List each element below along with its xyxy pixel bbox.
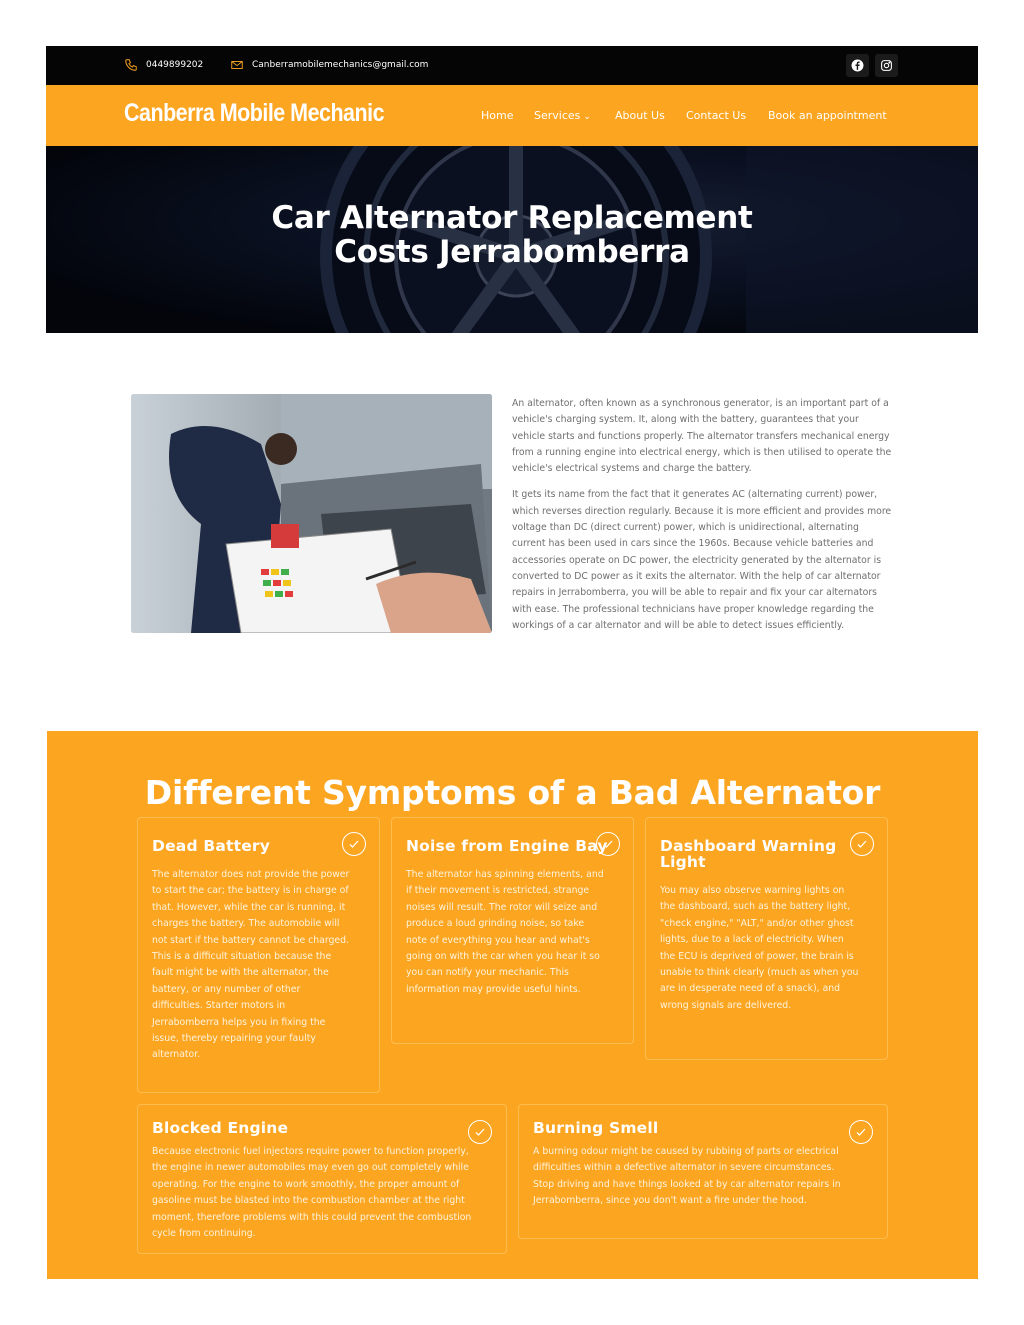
symptom-title: Dashboard Warning Light <box>660 837 837 871</box>
check-circle-icon <box>850 832 874 856</box>
symptom-text: The alternator does not provide the power to start the car; the battery is in charge of that. However, while the car is running, it charges the battery. The automobile will not start if the battery cannot be charged. This is a difficult situation because the fault might be with the alternator, the battery, or any number of other difficulties. Starter motors in Jerrabomberra helps you in fixing the issue, thereby repairing your faulty alternator. <box>152 869 350 1061</box>
page-title <box>46 201 978 269</box>
top-contact-bar <box>46 46 978 85</box>
mechanic-photo <box>131 394 492 633</box>
symptom-text: You may also observe warning lights on the dashboard, such as the battery light, "check engine," "ALT," and/or other ghost lights, due to a lack of electricity. When the ECU is deprived of power, the brain is unable to think clearly (much as when you are in desperate need of a snack), and wrong signals are delivered. <box>660 885 859 1011</box>
intro-paragraph-1: An alternator, often known as a synchronous generator, is an important part of a vehicle's charging system. It, along with the battery, guarantees that your vehicle starts and functions properly. The alternator transfers mechanical energy from a running engine into electrical energy, which is then utilised to operate the vehicle's electrical systems and charge the battery. <box>512 398 892 475</box>
site-logo[interactable]: Canberra Mobile Mechanic <box>124 99 385 127</box>
symptom-card-dashboard-warning <box>645 817 888 1060</box>
mechanic-illustration <box>131 394 492 633</box>
nav-book-appointment[interactable]: Book an appointment <box>768 109 887 122</box>
phone-icon <box>124 58 138 72</box>
instagram-button[interactable] <box>875 54 898 77</box>
intro-text <box>512 396 892 634</box>
facebook-icon <box>851 59 864 72</box>
page-title-line-2: Costs Jerrabomberra <box>334 234 690 270</box>
symptom-card-dead-battery <box>137 817 380 1093</box>
symptom-text: A burning odour might be caused by rubbing of parts or electrical difficulties within a defective alternator in severe circumstances. Stop driving and have things looked at by car alternator repairs in Jerrabomberra, since you don't want a fire under the hood. <box>533 1146 841 1207</box>
facebook-button[interactable] <box>846 54 869 77</box>
symptoms-title: Different Symptoms of a Bad Alternator <box>144 773 881 812</box>
nav-contact-us[interactable]: Contact Us <box>686 109 747 122</box>
intro-paragraph-2: It gets its name from the fact that it generates AC (alternating current) power, which reverses direction regularly. Because it is more efficient and provides more voltage than DC (direct current) power, which is unidirectional, alternating current has been used in cars since the 1960s. Because vehicle batteries and accessories operate on DC power, the electricity generated by the alternator is converted to DC power as it exits the alternator. With the help of car alternator repairs in Jerrabomberra, you will be able to repair and fix your car alternators with ease. The professional technicians have proper knowledge regarding the workings of a car alternator and will be able to detect issues efficiently. <box>512 489 892 631</box>
symptom-text: The alternator has spinning elements, and if their movement is restricted, strange noises will result. The rotor will seize and produce a loud grinding noise, so take note of everything you hear and what's going on with the car when you hear it so you can notify your mechanic. This information may provide useful hints. <box>406 869 604 995</box>
page-title-line-1: Car Alternator Replacement <box>271 200 753 236</box>
check-circle-icon <box>596 832 620 856</box>
hero-banner <box>46 146 978 333</box>
symptom-card-burning-smell <box>518 1104 888 1239</box>
chevron-down-icon: ⌄ <box>583 112 591 122</box>
check-circle-icon <box>342 832 366 856</box>
email-link[interactable] <box>230 58 428 72</box>
phone-link[interactable] <box>124 58 203 72</box>
nav-about-us[interactable]: About Us <box>615 109 665 122</box>
symptom-card-blocked-engine <box>137 1104 507 1254</box>
instagram-icon <box>880 59 893 72</box>
nav-services[interactable] <box>534 109 591 122</box>
symptom-card-noise-engine-bay <box>391 817 634 1044</box>
nav-home[interactable]: Home <box>481 109 514 122</box>
nav-services-label: Services <box>534 109 581 122</box>
symptoms-section <box>47 731 978 1279</box>
phone-number: 0449899202 <box>146 60 204 70</box>
symptom-title: Burning Smell <box>533 1119 659 1137</box>
check-circle-icon <box>468 1120 492 1144</box>
symptom-title: Noise from Engine Bay <box>406 837 608 855</box>
symptom-title: Dead Battery <box>152 837 271 855</box>
check-circle-icon <box>849 1120 873 1144</box>
mail-icon <box>230 58 244 72</box>
symptom-title: Blocked Engine <box>152 1119 289 1137</box>
main-navbar <box>46 85 978 146</box>
symptom-text: Because electronic fuel injectors require power to function properly, the engine in newer automobiles may even go out completely while operating. For the engine to work smoothly, the proper amount of gasoline must be blasted into the combustion chamber at the right moment, therefore problems with this could prevent the combustion cycle from continuing. <box>152 1146 472 1240</box>
email-address: Canberramobilemechanics@gmail.com <box>252 60 429 70</box>
